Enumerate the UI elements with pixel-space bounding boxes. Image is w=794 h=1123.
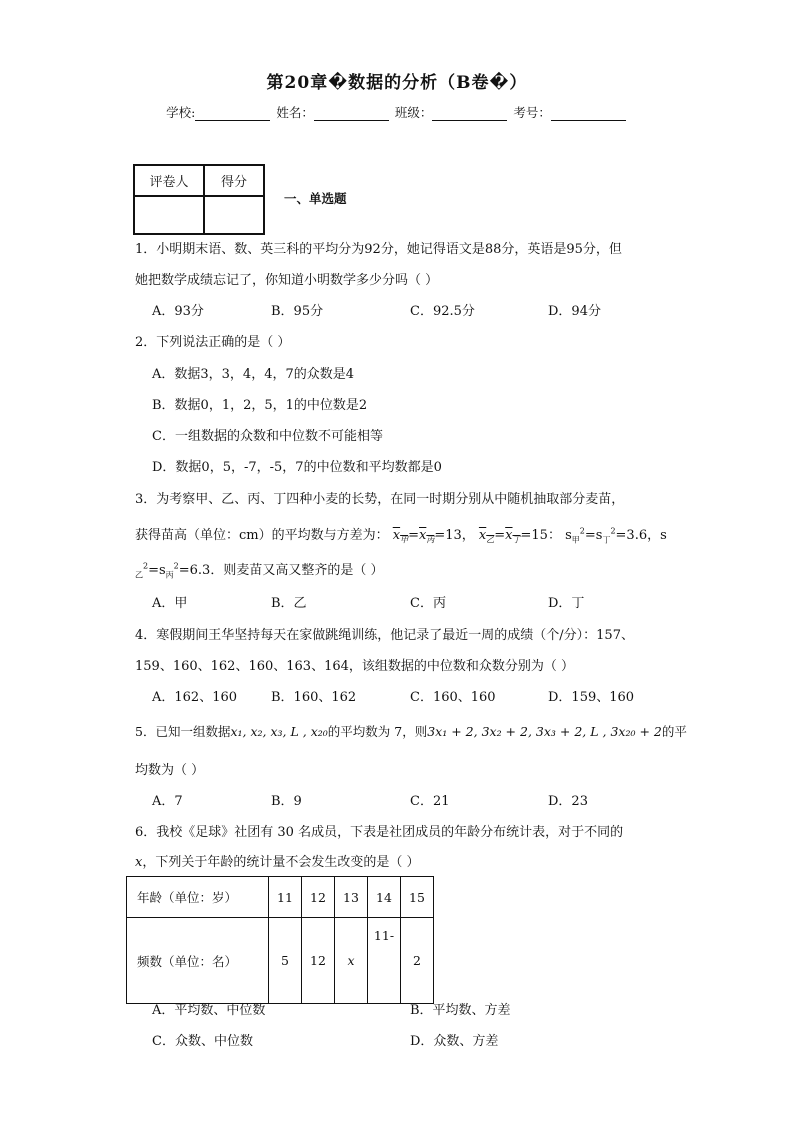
age-distribution-table [126, 876, 434, 1004]
q6-option-a: A．平均数、中位数 [152, 1003, 266, 1018]
q6-option-d: D．众数、方差 [410, 1034, 499, 1049]
age-row-label: 年龄（单位：岁） [127, 877, 269, 918]
q6-line2: x，下列关于年龄的统计量不会发生改变的是（ ） [135, 855, 420, 870]
table-cell: 14 [368, 877, 401, 918]
q5-option-d: D．23 [548, 794, 588, 809]
q4-option-d: D．159、160 [548, 690, 635, 705]
q4-line1: 4．寒假期间王华坚持每天在家做跳绳训练，他记录了最近一周的成绩（个/分）：157、 [135, 628, 634, 643]
table-cell: 5 [269, 918, 302, 1004]
q3-option-d: D．丁 [548, 596, 585, 611]
q6-option-c: C．众数、中位数 [152, 1034, 253, 1049]
q5-line2: 均数为（ ） [135, 763, 205, 778]
exam-no-label: 考号： [513, 105, 551, 120]
q4-option-c: C．160、160 [410, 690, 496, 705]
table-cell: 12 [302, 877, 335, 918]
q5-option-a: A．7 [152, 794, 183, 809]
q1-line2: 她把数学成绩忘记了，你知道小明数学多少分吗（ ） [135, 273, 439, 288]
student-info-line [0, 103, 794, 121]
section-title: 一、单选题 [284, 191, 347, 206]
q1-line1: 1．小明期末语、数、英三科的平均分为92分，她记得语文是88分，英语是95分，但 [135, 242, 622, 257]
table-cell: 11 [269, 877, 302, 918]
q1-option-c: C．92.5分 [410, 304, 475, 319]
grader-header: 评卷人 [134, 165, 204, 196]
q6-line1: 6．我校《足球》社团有 30 名成员，下表是社团成员的年龄分布统计表，对于不同的 [135, 825, 624, 840]
table-cell: x [335, 918, 368, 1004]
table-cell: 15 [401, 877, 434, 918]
page-title: 第20章�数据的分析（B卷�） [266, 73, 528, 93]
score-header: 得分 [204, 165, 264, 196]
table-cell: 12 [302, 918, 335, 1004]
school-label: 学校: [166, 105, 196, 120]
table-cell: 2 [401, 918, 434, 1004]
q3-line1: 3．为考察甲、乙、丙、丁四种小麦的长势，在同一时期分别从中随机抽取部分麦苗， [135, 492, 625, 507]
table-cell: 11- [368, 918, 401, 1004]
q5-option-c: C．21 [410, 794, 450, 809]
class-label: 班级： [394, 105, 433, 120]
q1-option-d: D．94分 [548, 304, 601, 319]
exam-no-blank [551, 108, 626, 121]
q4-option-a: A．162、160 [152, 690, 238, 705]
class-blank [432, 108, 507, 121]
q2-option-d: D．数据0，5，-7，-5，7的中位数和平均数都是0 [152, 460, 442, 475]
q3-line2: 获得苗高（单位：cm）的平均数与方差为： $x_甲=x_丙=13$， $x_乙=x_丁=15$： $s_甲^2=s_丁^2=3.6$，s [135, 526, 667, 545]
name-label: 姓名： [276, 105, 314, 120]
q5-line1: 5．已知一组数据x₁, x₂, x₃, L , x₂₀的平均数为 7，则3x₁ + 2, 3x₂ + 2, 3x₃ + 2, L , 3x₂₀ + 2的平 [135, 724, 687, 739]
q5-option-b: B．9 [271, 794, 302, 809]
q2-option-b: B．数据0，1，2，5，1的中位数是2 [152, 398, 368, 413]
q3-line3: $_乙^2=s_丙^2=6.3$．则麦苗又高又整齐的是（ ） [135, 561, 384, 580]
score-table [133, 164, 265, 235]
q1-option-a: A．93分 [152, 304, 204, 319]
q6-option-b: B．平均数、方差 [410, 1003, 511, 1018]
q3-option-a: A．甲 [152, 596, 188, 611]
q4-line2: 159、160、162、160、163、164，该组数据的中位数和众数分别为（ ） [135, 659, 575, 674]
q2-option-a: A．数据3，3，4，4，7的众数是4 [152, 367, 355, 382]
q3-option-c: C．丙 [410, 596, 446, 611]
q4-option-b: B．160、162 [271, 690, 357, 705]
grader-cell [134, 196, 204, 234]
q1-option-b: B．95分 [271, 304, 324, 319]
q2-stem: 2．下列说法正确的是（ ） [135, 335, 291, 350]
table-cell: 13 [335, 877, 368, 918]
name-blank [314, 108, 389, 121]
frequency-row-label: 频数（单位：名） [127, 918, 269, 1004]
q2-option-c: C．一组数据的众数和中位数不可能相等 [152, 429, 383, 444]
score-cell [204, 196, 264, 234]
q3-option-b: B．乙 [271, 596, 307, 611]
school-blank [195, 108, 270, 121]
